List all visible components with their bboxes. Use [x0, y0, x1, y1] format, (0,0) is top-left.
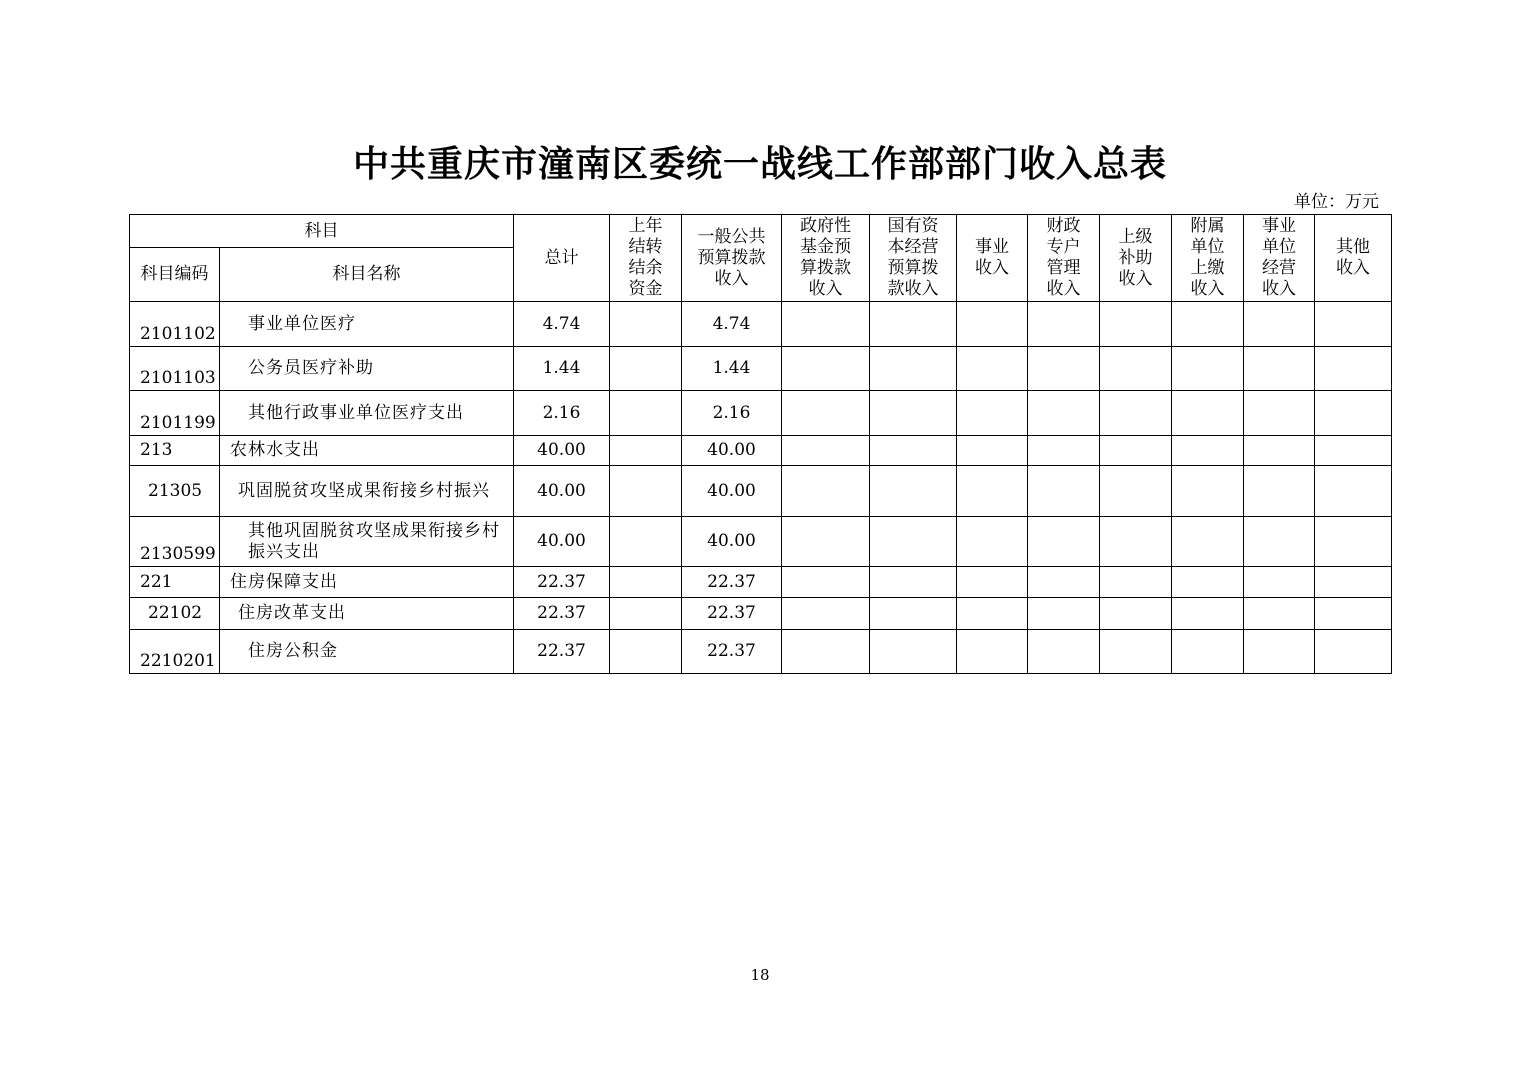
header-name: 科目名称 [220, 248, 514, 302]
row-general: 22.37 [682, 567, 782, 598]
row-code: 2101199 [130, 391, 220, 436]
row-total: 4.74 [514, 302, 610, 347]
row-total: 1.44 [514, 347, 610, 391]
row-name: 住房保障支出 [220, 567, 514, 598]
row-code: 22102 [130, 598, 220, 630]
row-name: 其他巩固脱贫攻坚成果衔接乡村振兴支出 [220, 517, 514, 567]
header-state-capital: 国有资 本经营 预算拨 款收入 [870, 215, 957, 302]
unit-label: 单位：万元 [1294, 192, 1379, 212]
row-name: 农林水支出 [220, 436, 514, 466]
row-total: 40.00 [514, 517, 610, 567]
header-subject: 科目 [130, 215, 514, 248]
row-code: 213 [130, 436, 220, 466]
header-carryover: 上年 结转 结余 资金 [610, 215, 682, 302]
row-general: 4.74 [682, 302, 782, 347]
row-general: 2.16 [682, 391, 782, 436]
row-name: 其他行政事业单位医疗支出 [220, 391, 514, 436]
table-row [130, 567, 1392, 598]
row-total: 2.16 [514, 391, 610, 436]
row-general: 40.00 [682, 436, 782, 466]
row-code: 2130599 [130, 517, 220, 567]
row-total: 40.00 [514, 436, 610, 466]
table-row [130, 466, 1392, 517]
row-general: 22.37 [682, 598, 782, 630]
page-title: 中共重庆市潼南区委统一战线工作部部门收入总表 [352, 143, 1167, 185]
row-general: 40.00 [682, 466, 782, 517]
row-name: 巩固脱贫攻坚成果衔接乡村振兴 [220, 466, 514, 517]
table-row [130, 302, 1392, 347]
row-code: 221 [130, 567, 220, 598]
row-total: 22.37 [514, 598, 610, 630]
header-special-account: 财政 专户 管理 收入 [1028, 215, 1100, 302]
income-summary-table [129, 214, 1392, 674]
row-total: 40.00 [514, 466, 610, 517]
header-business-income: 事业 收入 [957, 215, 1028, 302]
row-name: 事业单位医疗 [220, 302, 514, 347]
row-code: 2210201 [130, 630, 220, 674]
header-total: 总计 [514, 215, 610, 302]
table-row [130, 598, 1392, 630]
table-row [130, 517, 1392, 567]
row-name: 住房公积金 [220, 630, 514, 674]
header-code: 科目编码 [130, 248, 220, 302]
page-number: 18 [750, 966, 770, 984]
header-affiliated-unit: 附属 单位 上缴 收入 [1172, 215, 1244, 302]
row-code: 21305 [130, 466, 220, 517]
table-row [130, 391, 1392, 436]
table-row [130, 347, 1392, 391]
row-code: 2101103 [130, 347, 220, 391]
row-general: 1.44 [682, 347, 782, 391]
table-row [130, 630, 1392, 674]
row-general: 22.37 [682, 630, 782, 674]
row-code: 2101102 [130, 302, 220, 347]
table-row [130, 436, 1392, 466]
header-operation-income: 事业 单位 经营 收入 [1244, 215, 1315, 302]
header-superior-subsidy: 上级 补助 收入 [1100, 215, 1172, 302]
header-gov-fund: 政府性 基金预 算拨款 收入 [782, 215, 870, 302]
row-general: 40.00 [682, 517, 782, 567]
row-total: 22.37 [514, 630, 610, 674]
header-other-income: 其他 收入 [1315, 215, 1392, 302]
row-name: 公务员医疗补助 [220, 347, 514, 391]
row-total: 22.37 [514, 567, 610, 598]
row-name: 住房改革支出 [220, 598, 514, 630]
header-general-budget: 一般公共 预算拨款 收入 [682, 215, 782, 302]
